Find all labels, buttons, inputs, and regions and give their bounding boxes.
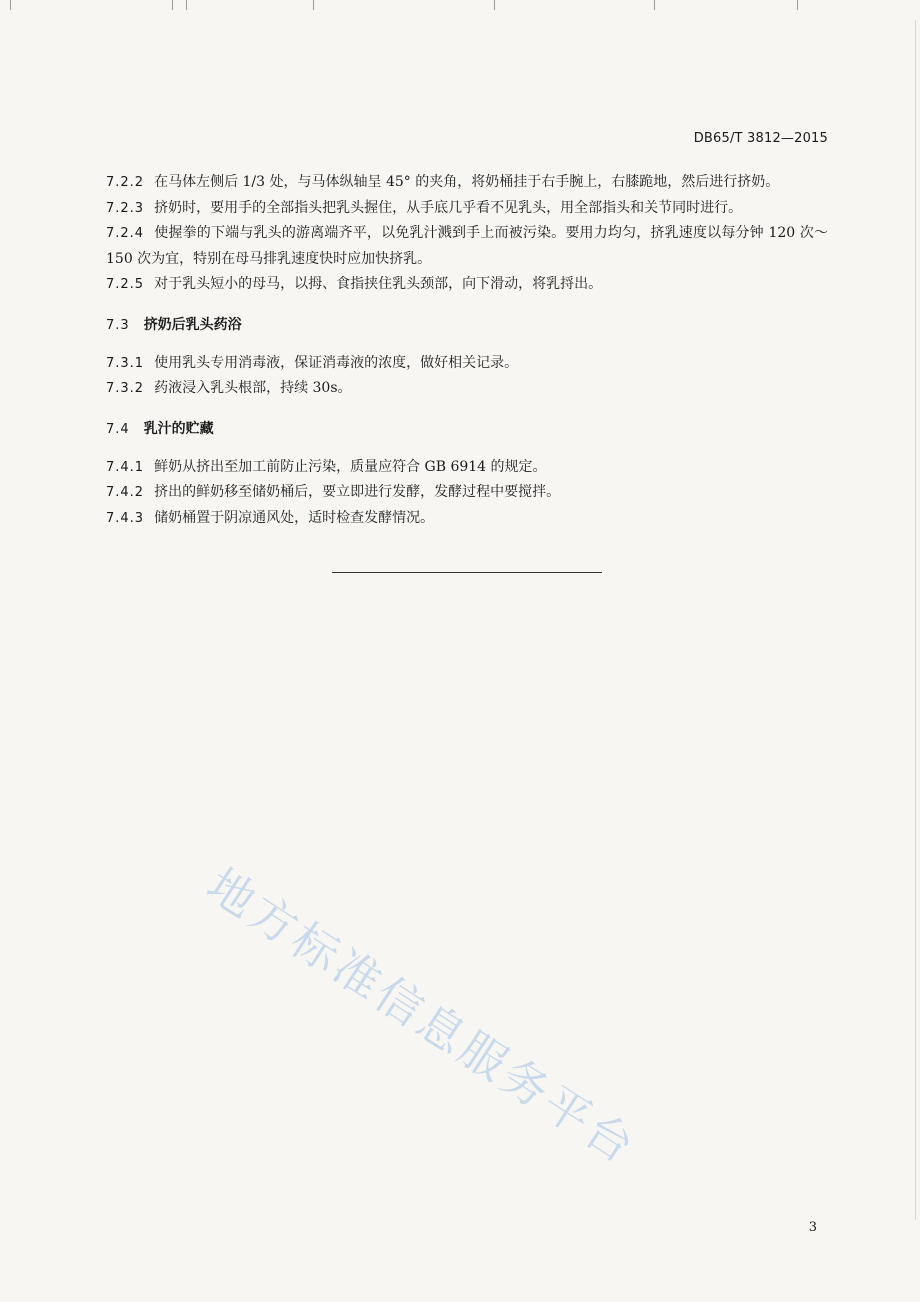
clause-7-4-2 [106, 480, 828, 506]
section-heading-7-4 [106, 416, 828, 443]
clause-number: 7.3.2 [106, 381, 145, 396]
clause-7-2-5 [106, 272, 828, 298]
clause-number: 7.2.2 [106, 175, 145, 190]
clause-text: 药液浸入乳头根部，持续 30s。 [154, 380, 352, 396]
clause-number: 7.2.3 [106, 200, 145, 216]
clause-number: 7.4.3 [106, 510, 145, 526]
clause-7-3-2 [106, 376, 828, 402]
page-number: 3 [808, 1220, 817, 1235]
section-number: 7.4 [106, 421, 130, 437]
scan-edge-line [915, 20, 916, 1220]
clause-7-4-3 [106, 506, 828, 532]
standard-code: DB65/T 3812—2015 [693, 131, 828, 146]
clause-text: 使用乳头专用消毒液，保证消毒液的浓度，做好相关记录。 [154, 354, 519, 371]
clause-number: 7.2.5 [106, 277, 145, 292]
clause-number: 7.3.1 [106, 355, 145, 371]
clause-number: 7.2.4 [106, 226, 145, 241]
document-body [106, 170, 828, 531]
clause-number: 7.4.1 [106, 459, 145, 475]
section-title: 挤奶后乳头药浴 [143, 316, 242, 333]
watermark: 地方标准信息服务平台 [197, 857, 647, 1176]
clause-text: 对于乳头短小的母马，以拇、食指挟住乳头颈部，向下滑动，将乳捋出。 [154, 276, 603, 292]
scan-top-marks [0, 0, 920, 14]
clause-text: 在马体左侧后 1/3 处，与马体纵轴呈 45° 的夹角，将奶桶挂于右手腕上，右膝跪地，然后进行挤奶。 [154, 174, 780, 190]
clause-7-2-2 [106, 170, 828, 196]
end-of-document-rule [332, 572, 602, 573]
clause-text: 挤奶时，要用手的全部指头把乳头握住，从手底几乎看不见乳头，用全部指头和关节同时进行。 [154, 199, 743, 216]
clause-7-4-1 [106, 455, 828, 481]
clause-text: 鲜奶从挤出至加工前防止污染，质量应符合 GB 6914 的规定。 [154, 458, 547, 475]
clause-text: 挤出的鲜奶移至储奶桶后，要立即进行发酵，发酵过程中要搅拌。 [154, 484, 561, 500]
clause-7-2-4 [106, 221, 828, 272]
section-title: 乳汁的贮藏 [143, 420, 214, 437]
clause-7-2-3 [106, 196, 828, 222]
section-heading-7-3 [106, 312, 828, 339]
section-number: 7.3 [106, 317, 130, 333]
clause-number: 7.4.2 [106, 485, 145, 500]
clause-text: 储奶桶置于阴凉通风处，适时检查发酵情况。 [154, 509, 435, 526]
clause-text: 使握拳的下端与乳头的游离端齐平，以免乳汁溅到手上而被污染。要用力均匀，挤乳速度以每分钟 120 次～150 次为宜，特别在母马排乳速度快时应加快挤乳。 [106, 225, 828, 267]
clause-7-3-1 [106, 351, 828, 377]
